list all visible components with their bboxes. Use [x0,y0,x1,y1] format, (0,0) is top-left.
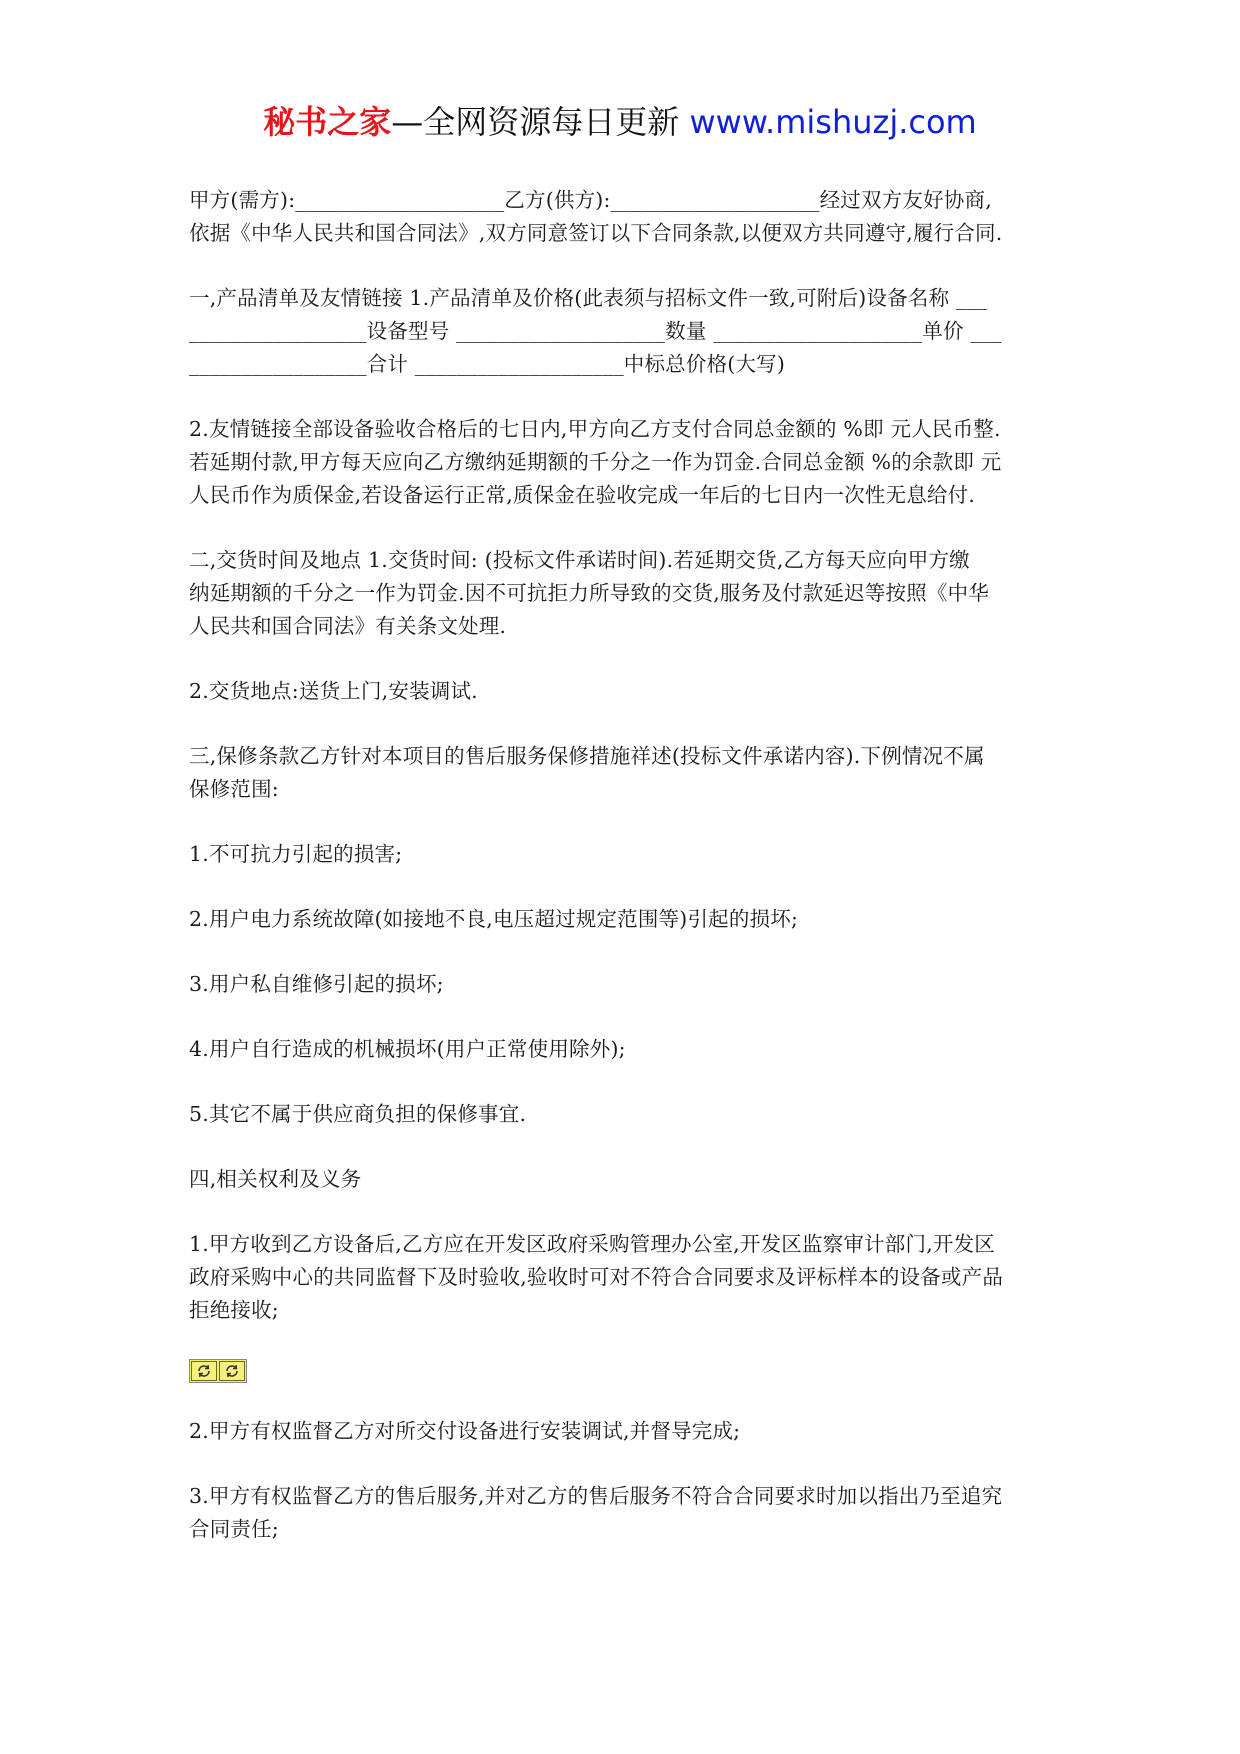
text-line: 纳延期额的千分之一作为罚金.因不可抗拒力所导致的交货,服务及付款延迟等按照《中华 [189,581,990,605]
site-url-link[interactable]: www.mishuzj.com [689,103,977,141]
text-line: 四,相关权利及义务 [189,1167,362,1191]
text-line: 人民币作为质保金,若设备运行正常,质保金在验收完成一年后的七日内一次性无息给付. [189,483,976,507]
paragraph-rights-1 [189,1228,1059,1327]
text-line: 人民共和国合同法》有关条文处理. [189,614,507,638]
site-header [0,100,1240,144]
text-line: 保修范围: [189,777,279,801]
text-line: 3.用户私自维修引起的损坏; [189,972,444,996]
text-line: 拒绝接收; [189,1298,279,1322]
paragraph-product-list [189,282,1059,381]
text-line: 5.其它不属于供应商负担的保修事宜. [189,1102,527,1126]
text-line: 三,保修条款乙方针对本项目的售后服务保修措施祥述(投标文件承诺内容).下例情况不属 [189,744,985,768]
text-line: 依据《中华人民共和国合同法》,双方同意签订以下合同条款,以便双方共同遵守,履行合同. [189,221,1003,245]
text-line: _________________合计 ____________________中标总价格(大写) [189,352,786,376]
paragraph-delivery-place [189,675,1059,708]
paragraph-parties [189,184,1059,250]
paragraph-warranty [189,740,1059,806]
text-line: _________________设备型号 ____________________数量 ____________________单价 ___ [189,319,1002,343]
site-brand: 秘书之家 [263,103,392,141]
text-line: 1.不可抗力引起的损害; [189,842,403,866]
refresh-icon [219,1361,245,1381]
paragraph-exclusion-4 [189,1033,1059,1066]
text-line: 二,交货时间及地点 1.交货时间: (投标文件承诺时间).若延期交货,乙方每天应向甲方缴 [189,548,970,572]
icon-group [189,1359,247,1383]
paragraph-exclusion-5 [189,1098,1059,1131]
text-line: 4.用户自行造成的机械损坏(用户正常使用除外); [189,1037,626,1061]
refresh-icon [191,1361,217,1381]
text-line: 甲方(需方):____________________乙方(供方):____________________经过双方友好协商, [189,188,992,212]
paragraph-exclusion-1 [189,838,1059,871]
contract-body [189,184,1059,1578]
paragraph-rights-3 [189,1480,1059,1546]
inline-icon-strip [189,1359,1059,1383]
text-line: 3.甲方有权监督乙方的售后服务,并对乙方的售后服务不符合合同要求时加以指出乃至追究 [189,1484,1003,1508]
paragraph-exclusion-2 [189,903,1059,936]
paragraph-payment [189,413,1059,512]
paragraph-delivery-time [189,544,1059,643]
text-line: 2.甲方有权监督乙方对所交付设备进行安装调试,并督导完成; [189,1419,741,1443]
paragraph-rights-heading [189,1163,1059,1196]
text-line: 政府采购中心的共同监督下及时验收,验收时可对不符合合同要求及评标样本的设备或产品 [189,1265,1004,1289]
text-line: 若延期付款,甲方每天应向乙方缴纳延期额的千分之一作为罚金.合同总金额 %的余款即 元 [189,450,1002,474]
text-line: 2.友情链接全部设备验收合格后的七日内,甲方向乙方支付合同总金额的 %即 元人民币整. [189,417,1001,441]
text-line: 一,产品清单及友情链接 1.产品清单及价格(此表须与招标文件一致,可附后)设备名称 ___ [189,286,988,310]
text-line: 1.甲方收到乙方设备后,乙方应在开发区政府采购管理办公室,开发区监察审计部门,开发区 [189,1232,996,1256]
text-line: 合同责任; [189,1517,279,1541]
text-line: 2.交货地点:送货上门,安装调试. [189,679,478,703]
paragraph-exclusion-3 [189,968,1059,1001]
site-slogan: —全网资源每日更新 [391,103,690,141]
text-line: 2.用户电力系统故障(如接地不良,电压超过规定范围等)引起的损坏; [189,907,799,931]
paragraph-rights-2 [189,1415,1059,1448]
